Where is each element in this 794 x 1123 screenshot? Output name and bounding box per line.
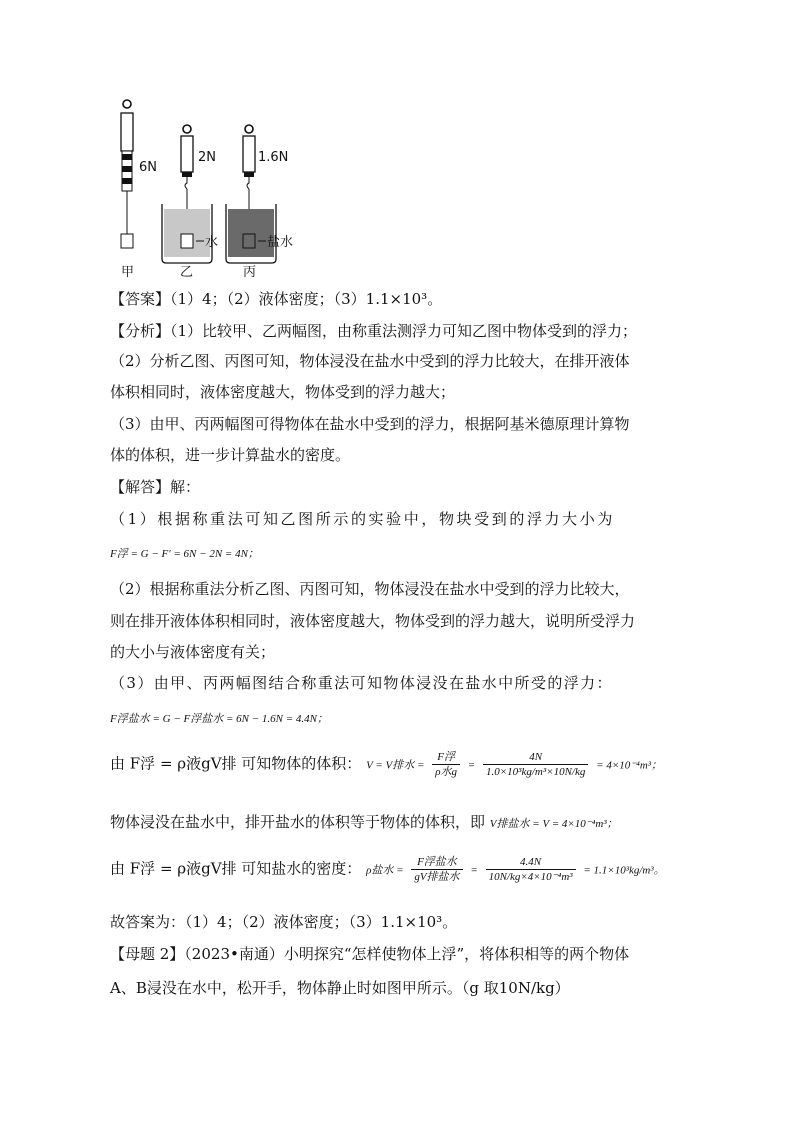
analysis-line-4: （3）由甲、丙两幅图可得物体在盐水中受到的浮力，根据阿基米德原理计算物 [110,415,630,433]
equation-5-fraction-2 [486,855,576,884]
equation-5-fraction-1 [411,855,462,884]
label-water: 水 [205,235,219,250]
reading-bing: 1.6N [258,150,289,165]
equation-2: F浮盐水 = G − F浮盐水 = 6N − 1.6N = 4.4N； [110,713,329,725]
equation-3-result: = 4×10⁻⁴m³； [596,759,663,772]
solution-part-2-line-1: （2）根据称重法分析乙图、丙图可知，物体浸没在盐水中受到的浮力比较大， [110,580,630,598]
label-jia: 甲 [121,265,135,280]
equation-5-lhs: ρ盐水 = [366,864,404,877]
fraction-numerator: 4.4N [486,855,576,870]
solution-heading: 【解答】解： [110,478,201,496]
analysis-line-3: 体积相同时，液体密度越大，物体受到的浮力越大； [110,383,456,401]
final-answer: 故答案为：（1）4；（2）液体密度；（3）1.1×10³。 [110,913,458,931]
reading-jia: 6N [139,160,157,175]
equation-4-math: V排盐水 = V = 4×10⁻⁴m³； [489,818,618,830]
scale-bing [226,125,293,280]
solution-part-1: （1）根据称重法可知乙图所示的实验中，物块受到的浮力大小为 [110,510,615,528]
scale-jia [121,100,157,280]
fraction-numerator: F浮 [432,750,460,765]
fraction-denominator: ρ水g [435,766,457,778]
fraction-numerator: F浮盐水 [411,855,462,870]
label-yi: 乙 [180,265,194,280]
solution-part-2-line-3: 的大小与液体密度有关； [110,643,276,661]
analysis-line-5: 体的体积，进一步计算盐水的密度。 [110,446,351,464]
equation-3-fraction-1 [432,750,460,779]
analysis-line-2: （2）分析乙图、丙图可知，物体浸没在盐水中受到的浮力比较大，在排开液体 [110,352,630,370]
answer-line: 【答案】（1）4；（2）液体密度；（3）1.1×10³。 [110,290,443,308]
fraction-denominator: 1.0×10³kg/m³×10N/kg [486,766,586,778]
equation-3: 由 F浮 = ρ液gV排 可知物体的体积： V = V排水 = $\frac{\text{F浮}}{\text{ρ水g}}$ = $\frac{4N}{\text{1.0×10³kg/m³×10N/kg}}$ = 4×10⁻⁴m³； [110,751,663,778]
fraction-denominator: 10N/kg×4×10⁻⁴m³ [488,871,573,883]
label-saltwater: 盐水 [267,235,294,250]
analysis-line-1: 【分析】（1）比较甲、乙两幅图，由称重法测浮力可知乙图中物体受到的浮力； [110,322,638,340]
equation-3-lhs: V = V排水 = [366,759,425,772]
next-problem-line-2: A、B浸没在水中，松开手，物体静止时如图甲所示。（g 取10N/kg） [110,979,570,997]
reading-yi: 2N [198,150,216,165]
spring-scale-diagram [112,96,312,286]
solution-part-3: （3）由甲、丙两幅图结合称重法可知物体浸没在盐水中所受的浮力： [110,674,613,692]
fraction-numerator: 4N [483,750,588,765]
equation-1: F浮 = G − F′ = 6N − 2N = 4N； [110,548,259,560]
equation-5: 由 F浮 = ρ液gV排 可知盐水的密度： ρ盐水 = $\frac{\text{F浮盐水}}{\text{gV排盐水}}$ = $\frac{4.4N}{\text{10N/kg×4×10⁻⁴m³}}$ = 1.1×10³kg/m³。 [110,856,665,883]
next-problem-line-1: 【母题 2】（2023•南通）小明探究“怎样使物体上浮”，将体积相等的两个物体 [110,945,630,963]
equation-3-intro: 由 F浮 = ρ液gV排 可知物体的体积： [110,754,362,773]
equation-4 [110,811,690,835]
equation-4-intro: 物体浸没在盐水中，排开盐水的体积等于物体的体积，即 [110,813,486,831]
equation-3-fraction-2 [483,750,588,779]
equation-5-intro: 由 F浮 = ρ液gV排 可知盐水的密度： [110,859,362,878]
label-bing: 丙 [243,265,257,280]
experiment-figure [112,96,312,286]
scale-yi [162,125,218,280]
solution-part-2-line-2: 则在排开液体体积相同时，液体密度越大，物体受到的浮力越大，说明所受浮力 [110,612,636,630]
equation-5-result: = 1.1×10³kg/m³。 [583,864,665,877]
fraction-denominator: gV排盐水 [414,871,460,883]
